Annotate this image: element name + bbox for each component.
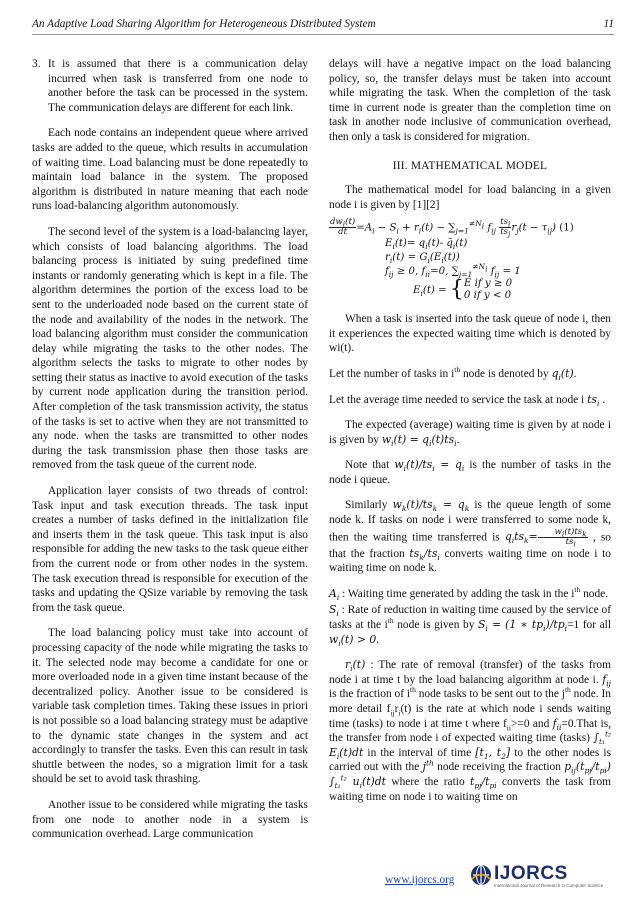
paragraph-similarly: Similarly $w_k(t)/ts_k = q_k$ is the queue length of some node k. If tasks on node i were transferred to some node k, then the waiting time transferred is $q_its_k=$ $\frac{w_i(t)ts_k}{ts_i}$ , so that the fraction $ts_k/ts_i$ converts waiting time on node i to waiting time on node k.: [329, 498, 611, 575]
text-run: Similarly: [345, 499, 393, 512]
text-run: is the fraction of i: [329, 688, 411, 701]
text-run: : Waiting time generated by adding the task in the i: [339, 587, 575, 600]
equation-5: $E_i(t) = \{E$ if y ≥ 0 0 if y < 0: [413, 277, 513, 303]
text-run: node tasks to be sent out to the j: [415, 688, 565, 701]
paragraph-processing-capacity: The load balancing policy must take into account of processing capacity of the node while migrating the tasks to it. The selected node may become a candidate for one or more overloaded node in a given time instant because of the decentralized policy. Another issue to be considered is variable task completion times. Taking these issues in priori is not possible so a load balancing strategy must be adaptive to the dynamic state changes in the system and act accordingly to transfer the tasks. Even this can result in task shuttle between the nodes, so a migration limit for a task should be set to avoid task thrashing.: [32, 627, 308, 786]
text-run: where the ratio: [386, 775, 470, 788]
equation-block: [329, 218, 611, 302]
text-run: in the interval of time: [363, 746, 476, 759]
text-run: The expected (average) waiting time is given by at node i is given by: [329, 419, 611, 446]
page-number: 11: [603, 18, 614, 30]
paragraph-communication-overhead: Another issue to be considered while migrating the tasks from one node to another node in a system is communication overhead. Large communication: [32, 798, 308, 841]
paragraph-number-of-tasks: Let the number of tasks in $i^{th}$ node is denoted by $q_i(t)$.: [329, 365, 577, 383]
text-run: node receiving the fraction: [433, 761, 565, 774]
paragraph-waiting-time: When a task is inserted into the task queue of node i, then it experiences the expected waiting time which is denoted by wi(t).: [329, 313, 611, 355]
logo-wordmark: IJORCS: [494, 863, 568, 884]
text-run: : Rate of reduction in waiting time caused by the service of tasks at the i: [329, 604, 611, 632]
equation-3: $r_i(t) = G_i(E_i(t))$: [385, 251, 460, 265]
logo-tagline: International Journal of Research in Computer Science: [494, 883, 604, 888]
ijorcs-logo: [470, 862, 610, 890]
list-item-3: 3. It is assumed that there is a communication delay incurred when task is transferred from one node to another before the task can be processed in the system. The communication delays are different for each link.: [32, 58, 308, 114]
left-column: [32, 57, 308, 853]
text-run: is the queue length of some node k. If tasks on node i were transferred to some node k, then the waiting time transferred is: [329, 499, 611, 544]
text-run: to the other nodes is carried out with the: [329, 746, 611, 774]
text-run: Note that: [345, 459, 395, 472]
journal-url-link[interactable]: www.ijorcs.org: [385, 874, 455, 886]
equation-number: (1): [559, 222, 574, 234]
paragraph-load-balancing-layer: The second level of the system is a load-balancing layer, which consists of load balancing algorithms. The load balancing process is initiated by suing predefined time instants or randomly generating which is kept in a file. The algorithm determines the portion of the excess load to be sent to the underloaded node based on the current state of the node and availability of the nodes in the network. The load balancing algorithm must consider the communication delay while migrating the tasks to the other nodes. The algorithm selects the tasks to migrate to other nodes by setting their status as inactive to avoid execution of the tasks by current node application during the transition period. After completion of the task transmission activity, the status of the tasks is set to active when they are not transmitted to any node. when the tasks are transmitted to other nodes during the task transmission phase then those tasks are removed from the task queue of the current node.: [32, 225, 308, 472]
definition-ri: $r_i(t)$ : The rate of removal (transfer) of the tasks from node i at time t by the load balancing algorithm at node i. $f_{ij}$ is the fraction of $i^{th}$ node tasks to be sent out to the $j^{th}$ node. In more detail $f_{ij}r_i(t)$ is the rate at which node i sends waiting time (tasks) to node i at time t where $f_{ii}>=0$ and $f_{ii}=0.That$ is, the transfer from node i of expected waiting time (tasks) $\int_{t_1}^{t_2}$ $E_i(t)dt$ in the interval of time [$t_1$, $t_2$] to the other nodes is carried out with the $j^{th}$ node receiving the fraction $p_{ij}(t_{pj}/t_{pi})$ $\int_{t_1}^{t_2}$ $u_i(t)dt$ where the ratio $t_{pj}/t_{pi}$ converts the task from waiting time on node i to waiting time on: [329, 658, 611, 803]
text-run: converts the task from waiting time on node i to waiting time on: [329, 775, 611, 803]
right-column: [329, 57, 611, 815]
text-run: Let the average time needed to service the task at node i: [329, 393, 588, 406]
paragraph-note: Note that $w_i(t)/ts_i = q_i$ is the number of tasks in the node i queue.: [329, 458, 612, 486]
paragraph-average-time: Let the average time needed to service the task at node i $ts_i$ .: [329, 392, 606, 408]
text-run: node is denoted by: [460, 367, 552, 380]
text-run: Let the number of tasks in i: [329, 367, 455, 380]
text-run: node. In more detail f: [329, 688, 611, 715]
definition-Ai: $A_i$ : Waiting time generated by adding the task in the $i^{th}$ node.: [329, 585, 609, 602]
text-run: converts waiting time on node i to waiting time on node k.: [329, 547, 611, 575]
page-footer: [0, 862, 638, 892]
text-run: : The rate of removal (transfer) of the tasks from node i at time t by the load balancing algorithm at node i.: [329, 659, 611, 686]
paragraph-model-intro: The mathematical model for load balancing in a given node i is given by [1][2]: [329, 184, 611, 211]
running-header: [32, 18, 614, 35]
text-run: (t) is the rate at which node i sends waiting time (tasks) to node i at time t where f: [329, 703, 611, 730]
text-run: is the number of tasks in the node i queue.: [329, 459, 612, 486]
text-run: node.: [580, 587, 609, 600]
equation-4: $f_{ij} \ge 0$, $f_{ii}=0$, $\sum_{j=1}^{\ne N_i}$ $f_{ij} = 1$: [385, 262, 521, 279]
paragraph-application-layer: Application layer consists of two threads of control: Task input and task execution threads. The task input creates a number of tasks defined in the initialization file and inserts them in the task queue. This task input is also responsible for adding the new tasks to the task queue either from the current node or from other nodes in the system. The task execution thread is responsible for execution of the tasks and updating the QSize variable by removing the task from the task queue.: [32, 485, 308, 614]
section-heading: III. MATHEMATICAL MODEL: [392, 159, 548, 172]
logo-globe-icon: [470, 864, 492, 886]
text-run: >=0 and: [510, 717, 553, 730]
paragraph-transfer-delays: delays will have a negative impact on the load balancing policy, so, the transfer delays must be taken into account while migrating the task. When the completion of the task time in current node is greater than the completion time on task in another node inclusive of communication overhead, then only a task is considered for migration.: [329, 58, 611, 143]
paragraph-expected-waiting: The expected (average) waiting time is given by at node i is given by $w_i(t) = q_i(t)ts_i$.: [329, 419, 611, 448]
text-run: node is given by: [393, 619, 478, 632]
text-run: =1 for all: [567, 619, 611, 632]
definition-Si: $S_i$ : Rate of reduction in waiting time caused by the service of tasks at the $i^{th}$ node is given by $S_i = (1$ ∗ $tp_i)/tp_i=1$ for all $w_i(t) > 0$.: [329, 603, 611, 648]
text-run: =0.That is, the transfer from node i of expected waiting time (tasks): [329, 717, 611, 745]
equation-2: $E_i(t)= q_i(t)-$ $q̄_i(t)$: [385, 238, 468, 252]
running-header-title: An Adaptive Load Sharing Algorithm for Heterogeneous Distributed System: [32, 18, 376, 30]
paragraph-node-queue: Each node contains an independent queue where arrived tasks are added to the queue, which results in accumulation of waiting time. Load balancing must be done repeatedly to maintain load balance in the system. The proposed algorithm is distributed in nature meaning that each node runs load-balancing algorithm autonomously.: [32, 127, 308, 213]
equation-1: $\frac{dw_i(t)}{dt}$ $=A_i - S_i + r_i(t) - \sum_{j=1}^{\ne N_i}$ $f_{ij}$ $\frac{ts_i}{ts_j}$ $r_j(t - \tau_{ij})$ (1): [330, 217, 574, 240]
text-run: , so that the fraction: [329, 531, 611, 560]
